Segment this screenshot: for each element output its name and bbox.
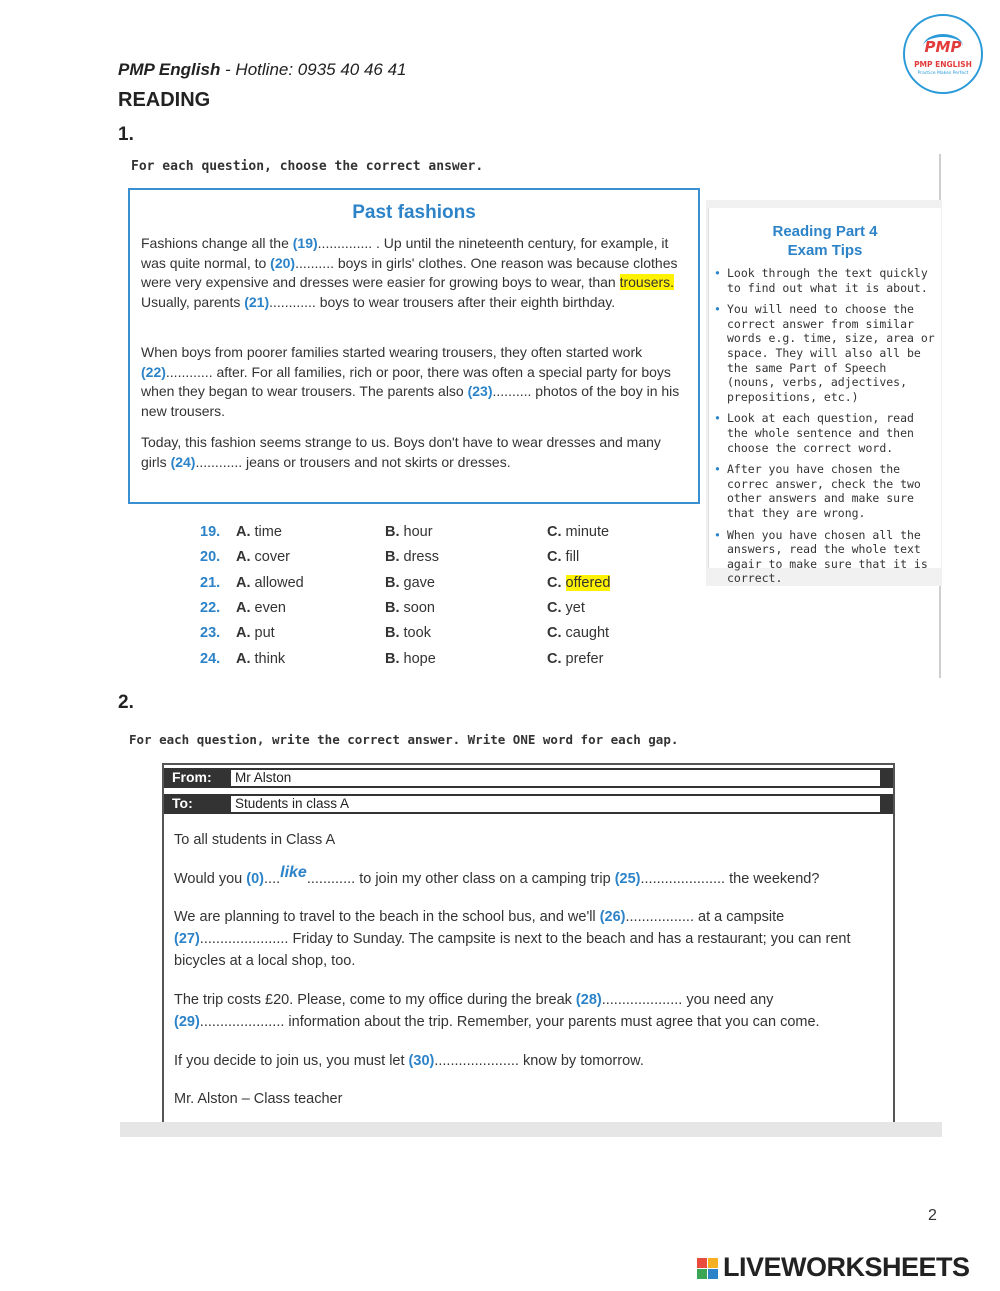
hotline: - Hotline: 0935 40 46 41 <box>220 60 407 79</box>
exam-tip-item <box>713 266 939 295</box>
passage-paragraph <box>141 343 689 421</box>
to-row <box>164 794 893 814</box>
exam-tip-item <box>713 528 939 586</box>
gap-number: (28) <box>575 992 602 1008</box>
text-run: To all students in Class A <box>174 832 336 848</box>
text-run: ..................... know by tomorrow. <box>434 1053 644 1069</box>
from-row <box>164 768 893 788</box>
option-b: B. dress <box>385 549 439 566</box>
gap-number: (19) <box>292 235 318 251</box>
part1-number: 1. <box>118 124 134 145</box>
to-label: To: <box>172 795 193 811</box>
option-b: B. hope <box>385 650 436 667</box>
brand-name: PMP English <box>118 60 221 79</box>
gap-number: (20) <box>270 254 296 271</box>
text-run: When boys from poorer families started wearing trousers, they often started work <box>141 344 643 360</box>
text-run: ...................... Friday to Sunday. The campsite is next to the beach and has a restaurant; you can rent bicycles at a local shop, too. <box>174 931 851 969</box>
exam-tip-text: After you have chosen the correc answer, check the two other answers and make sure that they are wrong. <box>727 462 921 520</box>
email-line <box>174 829 886 851</box>
exam-tip-item <box>713 411 939 455</box>
option-b: B. gave <box>385 574 435 591</box>
option-a: A. even <box>236 599 286 616</box>
option-c: C. caught <box>547 625 610 642</box>
text-run: Fashions change all the <box>141 235 293 251</box>
text-run: .... <box>264 871 281 887</box>
exam-tips-title <box>709 222 941 260</box>
gap-number: (24) <box>170 453 196 470</box>
highlighted-word: trousers. <box>619 274 675 291</box>
option-b: B. soon <box>385 599 435 616</box>
text-run: .......... boys in girls' clothes. One reason was because clothes were very expensive and dresses were easier for growing boys to wear, than <box>141 254 678 291</box>
gap-number: (30) <box>408 1053 435 1069</box>
gap-number: (27) <box>174 931 200 947</box>
text-run: ............ jeans or trousers and not skirts or dresses. <box>195 453 511 470</box>
email-box <box>162 763 895 1127</box>
option-c: C. prefer <box>547 650 604 667</box>
header-line <box>118 60 407 80</box>
part2-scan <box>120 722 942 1137</box>
text-run: Would you <box>174 871 247 887</box>
part1-scan <box>120 154 942 678</box>
logo-slogan: Practice Makes Perfect <box>917 71 969 76</box>
text-run: Usually, parents <box>141 293 245 310</box>
logo-mark: PMP <box>924 38 962 56</box>
section-title: READING <box>118 89 211 111</box>
question-number: 20. <box>200 549 221 566</box>
exam-tip-text: You will need to choose the correct answer from similar words e.g. time, size, area or space. They will also all be the same Part of Speech (nouns, verbs, adjectives, prepositions, etc.) <box>727 302 935 404</box>
exam-tips-list <box>713 266 939 593</box>
question-number: 19. <box>200 524 221 540</box>
passage-paragraph <box>141 234 689 312</box>
text-run: Today, this fashion seems strange to us. Boys don't have to wear dresses and many girls <box>141 434 661 470</box>
text-run: ............ boys to wear trousers after their eighth birthday. <box>269 293 616 310</box>
email-line <box>174 989 886 1033</box>
option-row <box>200 575 660 599</box>
option-row <box>200 524 660 548</box>
to-value: Students in class A <box>230 795 881 813</box>
logo-name: PMP ENGLISH <box>914 60 972 69</box>
liveworksheets-icon <box>697 1258 719 1280</box>
bullet-icon: • <box>714 302 721 317</box>
passage-title: Past fashions <box>352 202 476 223</box>
bullet-icon: • <box>714 411 721 426</box>
part2-number: 2. <box>118 692 134 713</box>
option-row <box>200 651 660 675</box>
email-line <box>174 1050 886 1072</box>
exam-tips-card <box>708 208 941 586</box>
email-line <box>174 864 886 890</box>
exam-tips-title-line1: Reading Part 4 <box>772 223 878 240</box>
option-a: A. cover <box>236 549 290 566</box>
question-number: 22. <box>200 599 221 616</box>
gap-number: (0) <box>246 871 265 887</box>
option-a: A. think <box>236 650 286 667</box>
text-run: The trip costs £20. Please, come to my office during the break <box>174 992 576 1008</box>
gap-number: (22) <box>141 363 166 380</box>
question-number: 23. <box>200 625 221 642</box>
question-number: 21. <box>200 574 221 591</box>
exam-tip-text: Look at each question, read the whole sentence and then choose the correct word. <box>727 411 914 455</box>
exam-tip-item <box>713 302 939 404</box>
scan-bottom-edge <box>120 1122 942 1137</box>
from-label: From: <box>172 769 212 785</box>
text-run: If you decide to join us, you must let <box>174 1053 409 1069</box>
question-number: 24. <box>200 650 221 667</box>
example-answer: like <box>280 864 307 881</box>
from-value: Mr Alston <box>230 769 881 787</box>
gap-number: (29) <box>174 1014 200 1030</box>
text-run: We are planning to travel to the beach in the school bus, and we'll <box>174 909 600 925</box>
text-run: ..................... the weekend? <box>640 871 820 887</box>
text-run: .................... you need any <box>601 992 774 1008</box>
pmp-logo-icon <box>903 14 983 94</box>
liveworksheets-text: LIVEWORKSHEETS <box>723 1252 970 1282</box>
option-c: C. offered <box>547 574 611 591</box>
text-run: ..................... information about the trip. Remember, your parents must agree that you can come. <box>199 1014 820 1030</box>
option-a: A. time <box>236 524 282 540</box>
part2-instruction: For each question, write the correct answer. Write ONE word for each gap. <box>129 732 679 747</box>
email-line <box>174 1088 886 1110</box>
text-run: ............ to join my other class on a camping trip <box>306 871 615 887</box>
option-c: C. minute <box>547 524 610 540</box>
email-line <box>174 906 886 972</box>
text-run: ................. at a campsite <box>625 909 785 925</box>
option-c: C. yet <box>547 599 585 616</box>
passage-box <box>128 188 700 504</box>
exam-tips-panel <box>706 200 942 586</box>
bullet-icon: • <box>714 266 721 280</box>
passage-paragraph <box>141 433 689 472</box>
exam-tip-text: When you have chosen all the answers, read the whole text agair to make sure that it is correct. <box>727 527 928 586</box>
option-row <box>200 549 660 573</box>
option-a: A. put <box>236 625 275 642</box>
gap-number: (26) <box>599 909 626 925</box>
option-c: C. fill <box>547 549 580 566</box>
exam-tip-text: Look through the text quickly to find out what it is about. <box>727 266 928 295</box>
gap-number: (25) <box>614 871 641 887</box>
option-row <box>200 625 660 649</box>
bullet-icon: • <box>714 462 721 477</box>
bullet-icon: • <box>714 527 721 542</box>
option-row <box>200 600 660 624</box>
gap-number: (21) <box>244 293 270 310</box>
option-b: B. hour <box>385 524 433 540</box>
text-run: .............. . Up until the nineteenth century, for example, it was quite normal, to <box>141 235 669 271</box>
exam-tips-title-line2: Exam Tips <box>787 242 863 259</box>
option-a: A. allowed <box>236 574 304 591</box>
text-run: Mr. Alston – Class teacher <box>174 1091 343 1107</box>
part1-instruction: For each question, choose the correct answer. <box>131 159 484 174</box>
option-b: B. took <box>385 625 431 642</box>
text-run: ............ after. For all families, rich or poor, there was often a special party for boys when they began to wear trousers. The parents also <box>141 363 671 400</box>
gap-number: (23) <box>467 383 493 400</box>
page-number: 2 <box>928 1207 937 1224</box>
text-run: .......... photos of the boy in his new trousers. <box>141 383 680 419</box>
exam-tip-item <box>713 462 939 520</box>
